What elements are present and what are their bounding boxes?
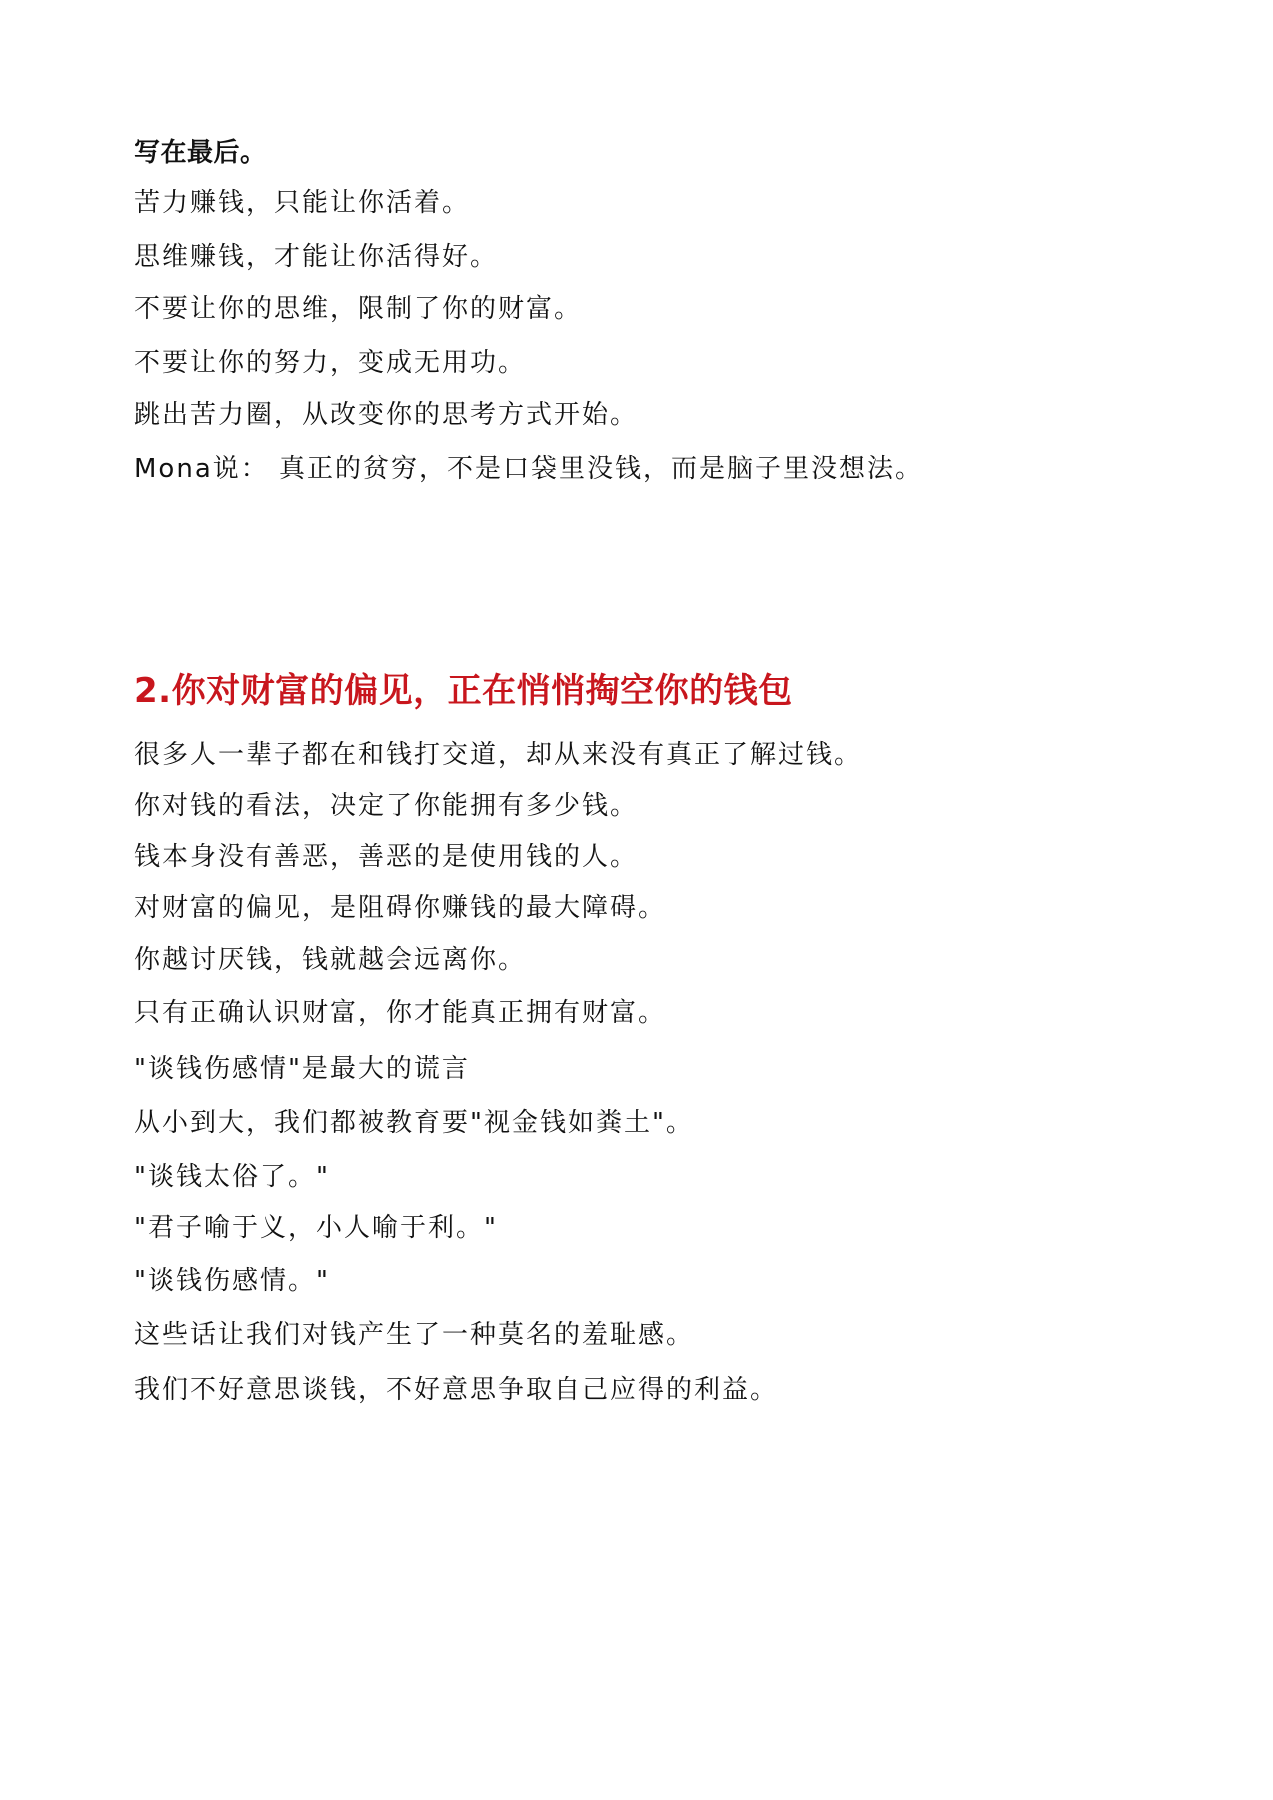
quote-line: "谈钱太俗了。"	[134, 1162, 330, 1192]
text-line: 钱本身没有善恶，善恶的是使用钱的人。	[134, 842, 639, 872]
section-title: 2.你对财富的偏见，正在悄悄掏空你的钱包	[134, 671, 793, 711]
text-line: 这些话让我们对钱产生了一种莫名的羞耻感。	[134, 1320, 695, 1350]
quote-line: "谈钱伤感情。"	[134, 1266, 330, 1296]
text-line: 很多人一辈子都在和钱打交道，却从来没有真正了解过钱。	[134, 740, 863, 770]
text-line: 你对钱的看法，决定了你能拥有多少钱。	[134, 791, 639, 821]
text-line: 你越讨厌钱，钱就越会远离你。	[134, 945, 527, 975]
section-heading: 写在最后。	[134, 138, 267, 168]
text-line: 苦力赚钱，只能让你活着。	[134, 188, 471, 218]
text-line: 跳出苦力圈，从改变你的思考方式开始。	[134, 400, 639, 430]
text-line: 思维赚钱，才能让你活得好。	[134, 242, 499, 272]
text-line: 不要让你的思维，限制了你的财富。	[134, 294, 583, 324]
quote-line: "君子喻于义，小人喻于利。"	[134, 1213, 498, 1243]
text-line: 从小到大，我们都被教育要"视金钱如粪土"。	[134, 1108, 694, 1138]
text-line: 不要让你的努力，变成无用功。	[134, 348, 527, 378]
quote-line: Mona说： 真正的贫穷，不是口袋里没钱，而是脑子里没想法。	[134, 454, 924, 484]
text-line: 对财富的偏见，是阻碍你赚钱的最大障碍。	[134, 893, 667, 923]
text-line: 只有正确认识财富，你才能真正拥有财富。	[134, 998, 667, 1028]
text-line: 我们不好意思谈钱，不好意思争取自己应得的利益。	[134, 1375, 779, 1405]
subheading-line: "谈钱伤感情"是最大的谎言	[134, 1054, 470, 1084]
